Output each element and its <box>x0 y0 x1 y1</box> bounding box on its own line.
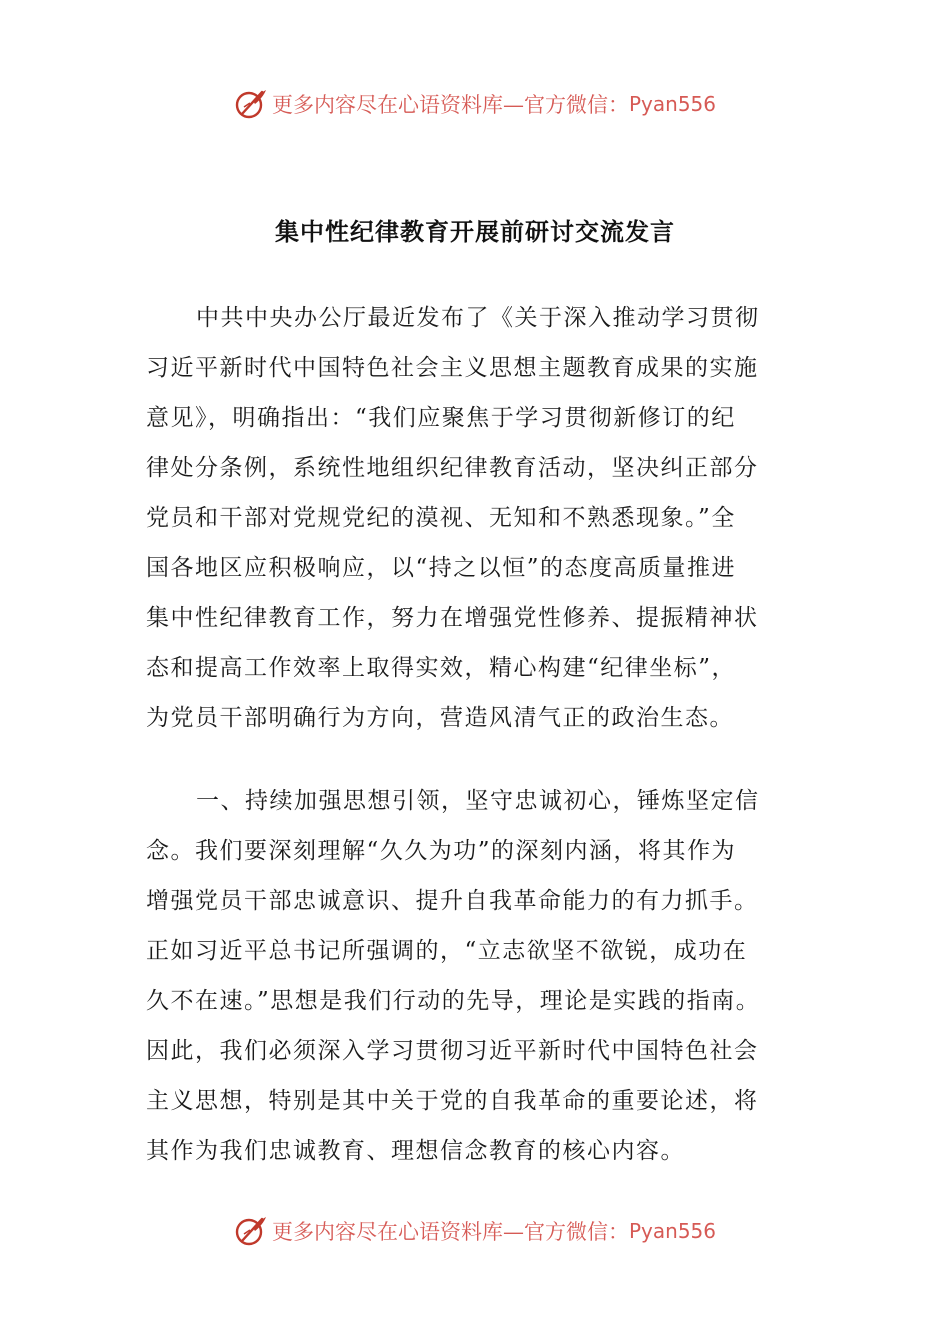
text-line: 国各地区应积极响应，以“持之以恒”的态度高质量推进 <box>146 555 737 581</box>
text-line: 集中性纪律教育工作，努力在增强党性修养、提振精神状 <box>146 605 759 631</box>
text-line: 其作为我们忠诚教育、理想信念教育的核心内容。 <box>146 1138 685 1164</box>
paragraph-intro <box>146 293 806 743</box>
banner-brand-text: 更多内容尽在心语资料库—官方微信： <box>271 93 629 117</box>
text-line: 中共中央办公厅最近发布了《关于深入推动学习贯彻 <box>196 305 760 331</box>
footer-banner <box>0 1211 950 1251</box>
text-line: 律处分条例，系统性地组织纪律教育活动，坚决纠正部分 <box>146 455 759 481</box>
text-line: 久不在速。”思想是我们行动的先导，理论是实践的指南。 <box>146 988 761 1014</box>
text-line: 正如习近平总书记所强调的，“立志欲坚不欲锐，成功在 <box>146 938 748 964</box>
header-banner <box>0 84 950 124</box>
text-line: 一、持续加强思想引领，坚守忠诚初心，锤炼坚定信 <box>196 788 760 814</box>
text-line: 习近平新时代中国特色社会主义思想主题教育成果的实施 <box>146 355 759 381</box>
quill-logo-icon <box>234 87 268 121</box>
text-line: 为党员干部明确行为方向，营造风清气正的政治生态。 <box>146 705 734 731</box>
banner-wechat-id: Pyan556 <box>628 92 716 116</box>
text-line: 主义思想，特别是其中关于党的自我革命的重要论述，将 <box>146 1088 759 1114</box>
text-line: 因此，我们必须深入学习贯彻习近平新时代中国特色社会 <box>146 1038 759 1064</box>
text-line: 党员和干部对党规党纪的漠视、无知和不熟悉现象。”全 <box>146 505 736 531</box>
banner-wechat-id: Pyan556 <box>628 1219 716 1243</box>
banner-brand-text: 更多内容尽在心语资料库—官方微信： <box>271 1220 629 1244</box>
text-line: 态和提高工作效率上取得实效，精心构建“纪律坐标”， <box>146 655 737 681</box>
text-line: 增强党员干部忠诚意识、提升自我革命能力的有力抓手。 <box>146 888 759 914</box>
quill-logo-icon <box>234 1214 268 1248</box>
text-line: 念。我们要深刻理解“久久为功”的深刻内涵，将其作为 <box>146 838 737 864</box>
document-title: 集中性纪律教育开展前研讨交流发言 <box>275 218 675 246</box>
paragraph-section-one <box>146 776 806 1176</box>
text-line: 意见》，明确指出：“我们应聚焦于学习贯彻新修订的纪 <box>146 405 736 431</box>
